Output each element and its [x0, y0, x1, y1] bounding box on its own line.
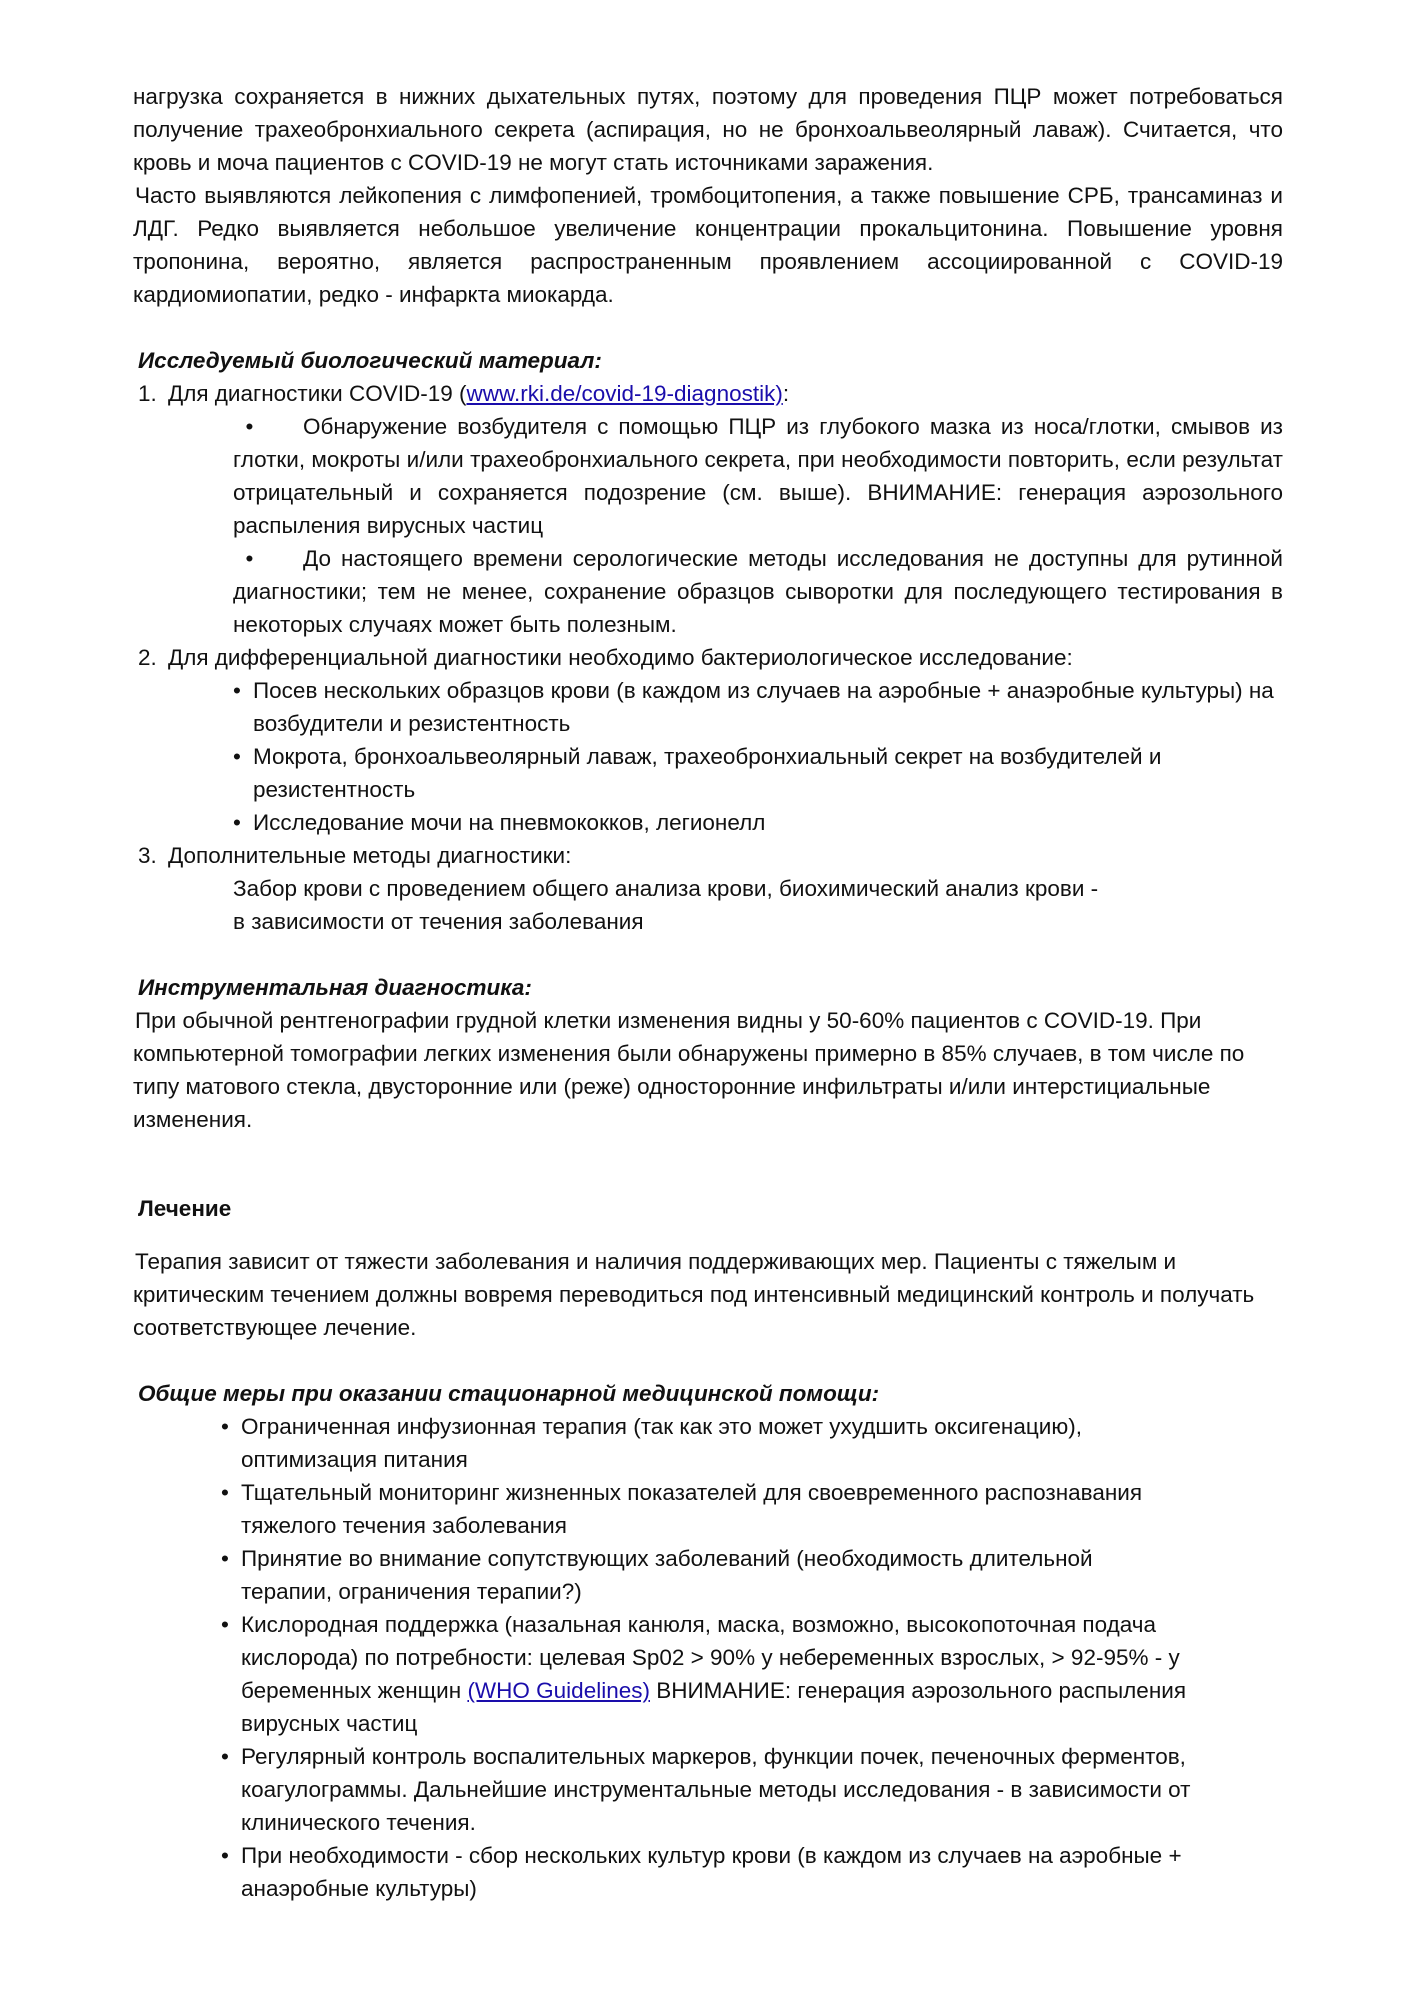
list-item-oxygen: • Кислородная поддержка (назальная канюля, маска, возможно, высокопоточная подача кислорода) по потребности: целевая Sp02 > 90% у небеременных взрослых, > 92-95% - у беременных женщин (WHO Guidelines) ВНИМАНИЕ: генерация аэрозольного распыления вирусных частиц: [221, 1608, 1283, 1740]
rki-link[interactable]: www.rki.de/covid-19-diagnostik): [466, 381, 783, 406]
treatment-heading: Лечение: [138, 1196, 232, 1221]
bullet-icon: •: [221, 1480, 229, 1505]
item-3-detail: Забор крови с проведением общего анализа крови, биохимический анализ крови - в зависимости от течения заболевания: [233, 876, 1099, 934]
list-number: 2.: [138, 645, 157, 670]
list-item: • Ограниченная инфузионная терапия (так как это может ухудшить оксигенацию), оптимизация питания: [221, 1410, 1283, 1476]
list-item: • До настоящего времени серологические методы исследования не доступны для рутинной диагностики; тем не менее, сохранение образцов сыворотки для последующего тестирования в некоторых случаях может быть полезным.: [233, 542, 1283, 641]
list-item: • Посев нескольких образцов крови (в каждом из случаев на аэробные + анаэробные культуры) на возбудители и резистентность: [233, 674, 1283, 740]
list-item: • Мокрота, бронхоальвеолярный лаваж, трахеобронхиальный секрет на возбудителей и резистентность: [233, 740, 1283, 806]
list-number: 1.: [138, 381, 157, 406]
bio-list-item-1: 1. Для диагностики COVID-19 (www.rki.de/covid-19-diagnostik):: [138, 377, 1283, 410]
item-text: Для дифференциальной диагностики необходимо бактериологическое исследование:: [168, 645, 1073, 670]
bullet-icon: •: [221, 1612, 229, 1637]
intro-paragraph-1: нагрузка сохраняется в нижних дыхательных путях, поэтому для проведения ПЦР может потребоваться получение трахеобронхиального секрета (аспирация, но не бронхоальвеолярный лаваж). Считается, что кровь и моча пациентов с COVID-19 не могут стать источниками заражения.: [133, 84, 1283, 175]
instrumental-paragraph: При обычной рентгенографии грудной клетки изменения видны у 50-60% пациентов с COVID-19. При компьютерной томографии легких изменения были обнаружены примерно в 85% случаев, в том числе по типу матового стекла, двусторонние или (реже) односторонние инфильтраты и/или интерстициальные изменения.: [133, 1008, 1245, 1132]
bullet-icon: •: [221, 1414, 229, 1439]
bullet-icon: •: [221, 1546, 229, 1571]
intro-paragraph-2: Часто выявляются лейкопения с лимфопенией, тромбоцитопения, а также повышение СРБ, трансаминаз и ЛДГ. Редко выявляется небольшое увеличение концентрации прокальцитонина. Повышение уровня тропонина, вероятно, является распространенным проявлением ассоциированной с COVID-19 кардиомиопатии, редко - инфаркта миокарда.: [133, 183, 1283, 307]
bullet-icon: •: [233, 678, 241, 703]
general-measures-heading: Общие меры при оказании стационарной медицинской помощи:: [138, 1381, 880, 1406]
bio-item-1-bullets: [233, 410, 1283, 641]
bio-material-heading: Исследуемый биологический материал:: [138, 348, 602, 373]
bio-list-item-2: [138, 641, 1283, 674]
bio-list-item-3: [138, 839, 1283, 872]
bullet-icon: •: [233, 744, 241, 769]
bullet-icon: •: [221, 1843, 229, 1868]
list-item: • Обнаружение возбудителя с помощью ПЦР из глубокого мазка из носа/глотки, смывов из глотки, мокроты и/или трахеобронхиального секрета, при необходимости повторить, если результат отрицательный и сохраняется подозрение (см. выше). ВНИМАНИЕ: генерация аэрозольного распыления вирусных частиц: [233, 410, 1283, 542]
bullet-icon: •: [221, 1744, 229, 1769]
list-item: • Принятие во внимание сопутствующих заболеваний (необходимость длительной терапии, ограничения терапии?): [221, 1542, 1283, 1608]
list-item: • Тщательный мониторинг жизненных показателей для своевременного распознавания тяжелого течения заболевания: [221, 1476, 1283, 1542]
bullet-icon: •: [233, 414, 254, 439]
treatment-paragraph: Терапия зависит от тяжести заболевания и наличия поддерживающих мер. Пациенты с тяжелым и критическим течением должны вовремя переводиться под интенсивный медицинский контроль и получать соответствующее лечение.: [133, 1249, 1255, 1340]
document-page: [133, 80, 1283, 1905]
list-item: • Исследование мочи на пневмококков, легионелл: [233, 806, 1283, 839]
who-guidelines-link[interactable]: (WHO Guidelines): [467, 1678, 650, 1703]
bullet-icon: •: [233, 546, 254, 571]
list-number: 3.: [138, 843, 157, 868]
instrumental-heading: Инструментальная диагностика:: [138, 975, 532, 1000]
bullet-icon: •: [233, 810, 241, 835]
list-item: • Регулярный контроль воспалительных маркеров, функции почек, печеночных ферментов, коагулограммы. Дальнейшие инструментальные методы исследования - в зависимости от клинического течения.: [221, 1740, 1283, 1839]
item-text: Дополнительные методы диагностики:: [168, 843, 572, 868]
list-item: • При необходимости - сбор нескольких культур крови (в каждом из случаев на аэробные + анаэробные культуры): [221, 1839, 1283, 1905]
item-text: Для диагностики COVID-19 (: [168, 381, 467, 406]
